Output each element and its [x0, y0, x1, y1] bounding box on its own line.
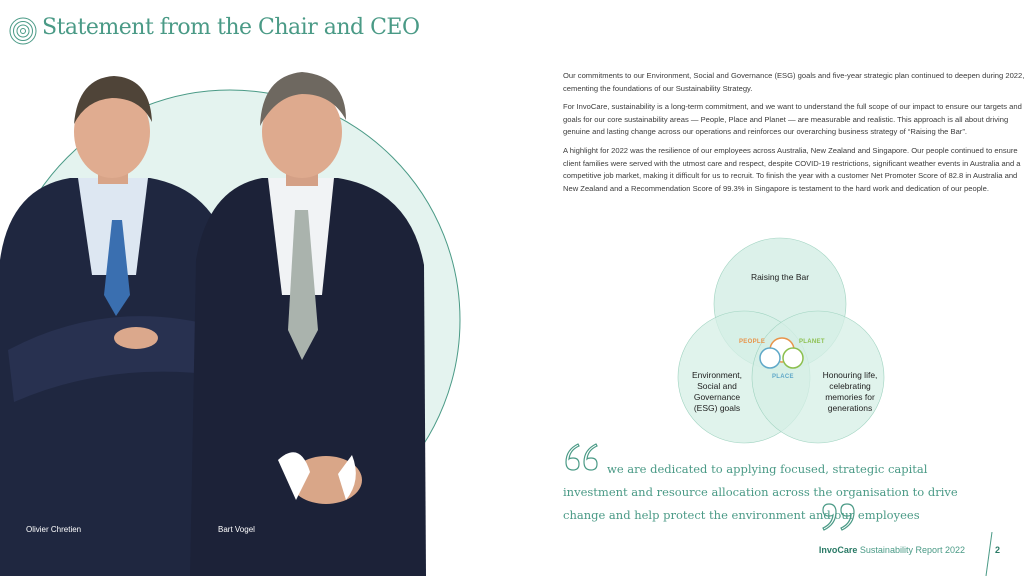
body-paragraph: For InvoCare, sustainability is a long-term commitment, and we want to understand the full scope of our impact to ensure our targets and goals for our core sustainability areas — People, Place and Planet — are measurable and realistic. This approach is all about driving genuine and lasting change across our operations and reinforces our overarching business strategy of “Raising the Bar”.	[563, 102, 1022, 137]
venn-tag-people: PEOPLE	[739, 339, 766, 345]
strategy-venn-diagram	[660, 232, 900, 454]
person-left-caption: Olivier Chretien	[26, 525, 82, 534]
footer-brand: InvoCare	[818, 545, 858, 555]
pull-quote-text: we are dedicated to applying focused, strategic capital investment and resource allocation across the organisation to drive change and help protect the environment and our employees	[563, 462, 958, 522]
place-icon	[760, 348, 780, 368]
page-title: Statement from the Chair and CEO	[42, 15, 420, 40]
planet-icon	[783, 348, 803, 368]
body-paragraph: Our commitments to our Environment, Social and Governance (ESG) goals and five-year strategic plan continued to deepen during 2022, cementing the foundations of our Sustainability Strategy.	[563, 71, 1024, 93]
venn-tag-place: PLACE	[772, 374, 794, 380]
invocare-swirl-icon	[8, 16, 38, 46]
pull-quote	[563, 458, 993, 527]
venn-label-right: Honouring life, celebrating memories for generations	[822, 370, 878, 413]
statement-body	[563, 70, 1024, 201]
venn-tag-planet: PLANET	[799, 339, 825, 345]
venn-label-top: Raising the Bar	[750, 272, 810, 282]
venn-circles	[660, 232, 900, 454]
footer-report-title: Sustainability Report 2022	[859, 545, 965, 555]
venn-label-left: Environment, Social and Governance (ESG) goals	[691, 370, 743, 413]
quote-close-icon	[818, 500, 858, 534]
executives-photo	[0, 60, 470, 576]
body-paragraph: A highlight for 2022 was the resilience of our employees across Australia, New Zealand and Singapore. Our people continued to ensure client families were served with the utmost care and respect, despite COVID-19 restrictions, significant weather events in Australia and a competitive job market, making it difficult for us to recruit. To finish the year with a customer Net Promoter Score of 82.8 in Australia and New Zealand and a Recommendation Score of 99.3% in Singapore is testament to the hard work and dedication of our people.	[563, 145, 1021, 193]
page-number: 2	[995, 545, 1001, 555]
report-footer	[819, 545, 965, 555]
person-right-caption: Bart Vogel	[218, 525, 255, 534]
